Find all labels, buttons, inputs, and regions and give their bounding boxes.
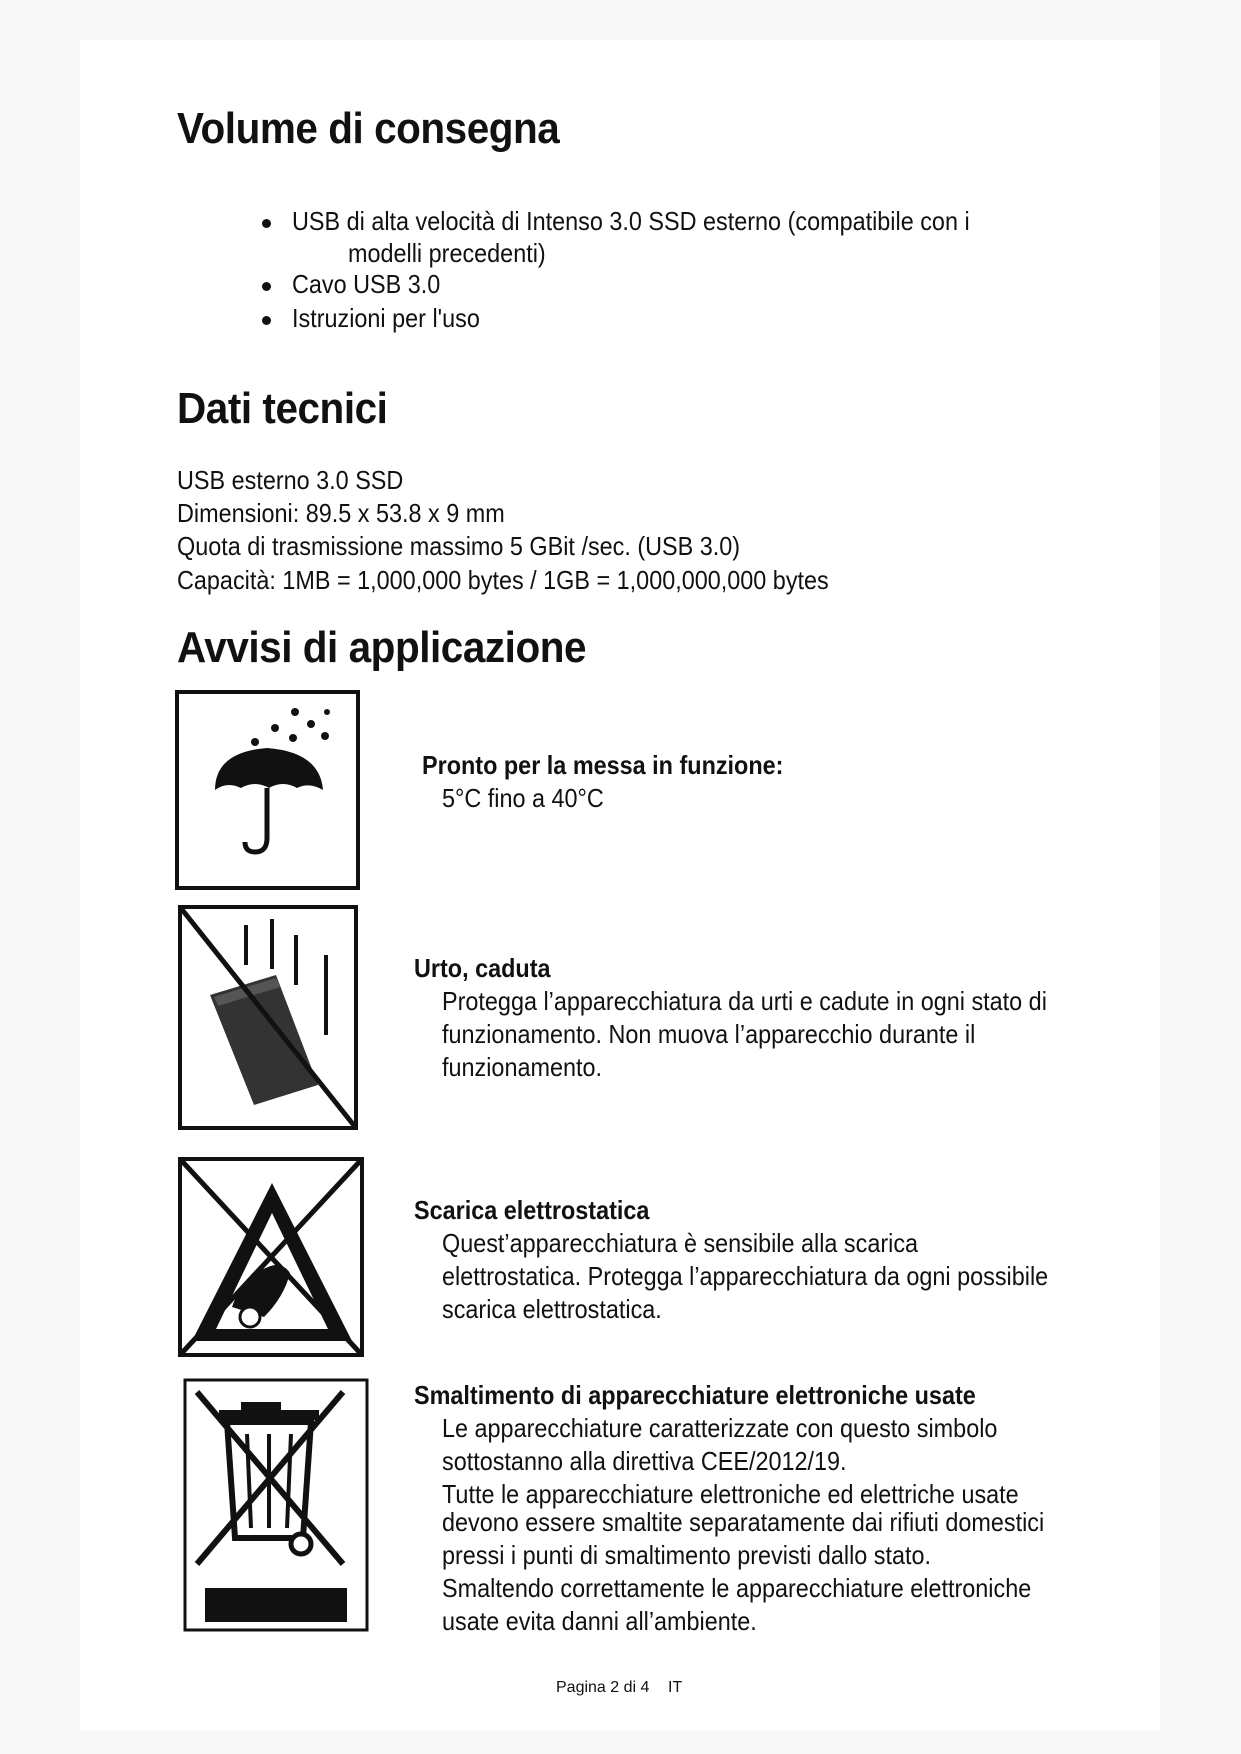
weee-crossed-bin-icon xyxy=(183,1378,369,1632)
bullet xyxy=(262,316,271,325)
notice-text: sottostanno alla direttiva CEE/2012/19. xyxy=(442,1446,847,1476)
notice-text: Protegga l’apparecchiatura da urti e cadute in ogni stato di xyxy=(442,986,1047,1016)
notice-text: Smaltendo correttamente le apparecchiature elettroniche xyxy=(442,1573,1032,1603)
notice-text: usate evita danni all’ambiente. xyxy=(442,1606,757,1636)
notice-heading-shock: Urto, caduta xyxy=(414,953,551,983)
delivery-item-2: Cavo USB 3.0 xyxy=(292,269,441,299)
delivery-item-3: Istruzioni per l'uso xyxy=(292,303,480,333)
tech-line-3: Quota di trasmissione massimo 5 GBit /sec. (USB 3.0) xyxy=(177,531,741,561)
notice-text: devono essere smaltite separatamente dai rifiuti domestici xyxy=(442,1507,1045,1537)
notice-heading-esd: Scarica elettrostatica xyxy=(414,1195,650,1225)
delivery-item-1-cont: modelli precedenti) xyxy=(348,238,546,268)
tech-line-4: Capacità: 1MB = 1,000,000 bytes / 1GB = 1,000,000,000 bytes xyxy=(177,565,829,595)
notice-text: 5°C fino a 40°C xyxy=(442,783,604,813)
section-title-notices: Avvisi di applicazione xyxy=(177,623,587,672)
notice-heading-disposal: Smaltimento di apparecchiature elettroniche usate xyxy=(414,1380,976,1410)
tech-line-1: USB esterno 3.0 SSD xyxy=(177,465,404,495)
notice-text: pressi i punti di smaltimento previsti dallo stato. xyxy=(442,1540,932,1570)
notice-text: elettrostatica. Protegga l’apparecchiatura da ogni possibile xyxy=(442,1261,1049,1291)
umbrella-icon xyxy=(175,690,360,890)
notice-text: Quest’apparecchiatura è sensibile alla scarica xyxy=(442,1228,919,1258)
esd-warning-icon xyxy=(178,1157,364,1357)
language-code: IT xyxy=(668,1679,683,1696)
page-number: Pagina 2 di 4 xyxy=(556,1679,650,1696)
notice-text: Tutte le apparecchiature elettroniche ed elettriche usate xyxy=(442,1479,1019,1509)
section-title-technical: Dati tecnici xyxy=(177,384,388,433)
notice-text: scarica elettrostatica. xyxy=(442,1294,662,1324)
tech-line-2: Dimensioni: 89.5 x 53.8 x 9 mm xyxy=(177,498,505,528)
bullet xyxy=(262,219,271,228)
no-drop-icon xyxy=(178,905,358,1130)
section-title-delivery: Volume di consegna xyxy=(177,104,560,153)
delivery-item-1: USB di alta velocità di Intenso 3.0 SSD esterno (compatibile con i xyxy=(292,206,970,236)
bullet xyxy=(262,282,271,291)
notice-text: funzionamento. Non muova l’apparecchio durante il xyxy=(442,1019,976,1049)
notice-text: funzionamento. xyxy=(442,1052,603,1082)
notice-text: Le apparecchiature caratterizzate con questo simbolo xyxy=(442,1413,998,1443)
notice-heading-operating-temp: Pronto per la messa in funzione: xyxy=(422,750,784,780)
